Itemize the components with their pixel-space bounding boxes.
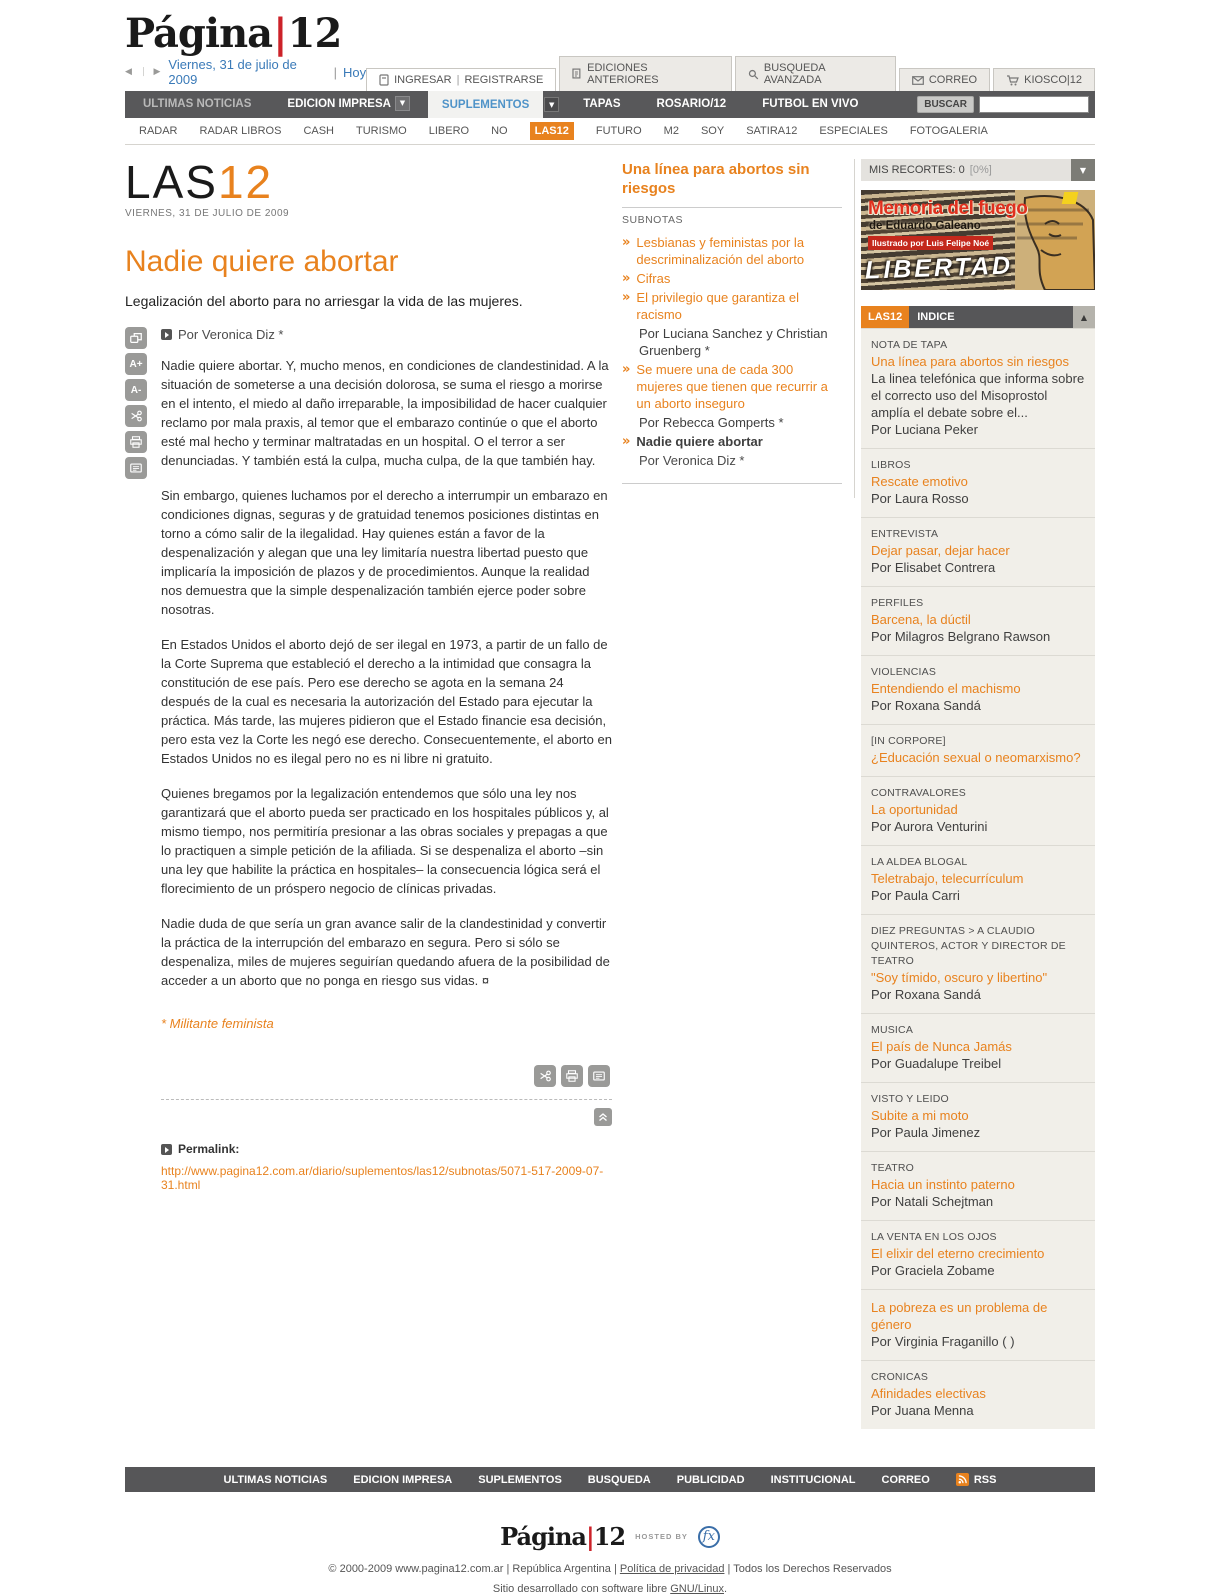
developed-text: Sitio desarrollado con software libre (492, 1583, 671, 1595)
index-section-label: ENTREVISTA (871, 528, 939, 540)
subnav-radar[interactable]: RADAR (139, 125, 178, 137)
user-card-icon (379, 74, 389, 86)
buscar-button[interactable]: BUSCAR (917, 96, 974, 113)
index-section (861, 845, 1095, 914)
index-article-author: Por Juana Menna (871, 1403, 974, 1418)
index-section (861, 1360, 1095, 1429)
memoria-del-fuego-ad[interactable] (861, 190, 1095, 290)
index-section (861, 586, 1095, 655)
header (125, 0, 1095, 145)
permalink-arrow-icon (161, 1144, 172, 1155)
index-article-author: Por Roxana Sandá (871, 698, 981, 713)
index-section-label: MUSICA (871, 1024, 914, 1036)
font-increase-button[interactable]: A+ (125, 353, 147, 375)
index-section (861, 724, 1095, 776)
back-to-top-row (125, 1108, 612, 1126)
index-article-author: Por Aurora Venturini (871, 819, 988, 834)
index-article-author: Por Guadalupe Treibel (871, 1056, 1002, 1071)
footer-brand (125, 1522, 1095, 1551)
cart-icon (1006, 75, 1019, 86)
logo-red-bar: | (273, 10, 287, 57)
index-section (861, 914, 1095, 1013)
article-tools (125, 327, 149, 479)
index-section (861, 328, 1095, 448)
index-article-link[interactable]: El país de Nunca Jamás (871, 1039, 1012, 1054)
article-paragraph: Nadie quiere abortar. Y, mucho menos, en condiciones de clandestinidad. A la situación de someterse a una decisión dolorosa, se suma el riesgo a morirse en el intento, el miedo al daño irreparable, la imposibilidad de hacer cualquier reclamo por mala praxis, al temor que el embarazo continúe o que el aborto esté mal hecho y terminar maltratadas en un hospital. O el terror a ser denunciadas. Y también está la culpa, mucha culpa, de la que también hay. (161, 358, 609, 468)
hosted-by-label: HOSTED BY (635, 1532, 688, 1541)
index-article-link[interactable]: Una línea para abortos sin riesgos (871, 354, 1070, 369)
supplements-navigation (125, 118, 1095, 145)
index-section-label: CONTRAVALORES (871, 787, 966, 799)
subnav-m2[interactable]: M2 (663, 125, 679, 137)
masthead-12: 12 (217, 156, 274, 208)
subnav-cash[interactable]: CASH (303, 125, 334, 137)
gnu-linux-link[interactable]: GNU/Linux (670, 1583, 725, 1595)
index-section (861, 1220, 1095, 1289)
subnotas-list (622, 234, 842, 484)
print-icon[interactable] (125, 431, 147, 453)
index-article-author: Por Laura Rosso (871, 491, 969, 506)
pagina12-logo[interactable] (125, 10, 1095, 57)
permalink-block (161, 1142, 612, 1192)
subnav-libero[interactable]: LIBERO (428, 125, 470, 137)
ediciones-anteriores-tab[interactable] (559, 56, 732, 91)
byline (161, 327, 612, 342)
rights-text: | Todos los Derechos Reservados (724, 1563, 892, 1575)
index-section (861, 1289, 1095, 1360)
article-paragraph: Sin embargo, quienes luchamos por el derecho a interrumpir un embarazo en condiciones dignas, seguras y de gratuidad tenemos posiciones distintas en torno a cómo salir de la ilegalidad. Hay quienes están a favor de la despenalización y alegan que una ley limitaría nuestra libertad puesto que implicaría la imposición de plazos y de procedimientos. Aunque la realidad nos demuestra que la simple despenalización también ejerce poder sobre nosotras. (161, 488, 608, 617)
suplementos-chevron-down-icon[interactable]: ▼ (544, 97, 559, 112)
las12-masthead[interactable] (125, 156, 612, 208)
permalink-label-row (161, 1142, 612, 1156)
index-section (861, 517, 1095, 586)
ad-title: Memoria del fuego (868, 198, 1028, 219)
email-article-icon[interactable] (125, 457, 147, 479)
index-article-author: Por Milagros Belgrano Rawson (871, 629, 1051, 644)
subnota-current-author: Por Veronica Diz * (639, 452, 745, 468)
related-main-title[interactable]: Una línea para abortos sin riesgos (622, 161, 842, 208)
footer-nav-edicion[interactable]: EDICION IMPRESA (353, 1473, 453, 1486)
clip-scissors-icon[interactable] (534, 1065, 556, 1087)
subnota-author: Por Rebecca Gomperts * (639, 414, 784, 430)
index-article-link[interactable]: Rescate emotivo (871, 474, 968, 489)
index-article-author: Por Paula Carri (871, 888, 960, 903)
nav-edicion-impresa[interactable] (269, 91, 428, 118)
index-article-link[interactable]: Entendiendo el machismo (871, 681, 1021, 696)
date-separator: | (333, 64, 337, 80)
subnav-especiales[interactable]: ESPECIALES (819, 125, 888, 137)
footer-navigation (125, 1467, 1095, 1492)
mis-recortes-bar (861, 159, 1095, 181)
index-section-label: VIOLENCIAS (871, 666, 937, 678)
copyright-text: © 2000-2009 www.pagina12.com.ar | República Argentina | (328, 1563, 620, 1575)
article-paragraph: En Estados Unidos el aborto dejó de ser ilegal en 1973, a partir de un fallo de la Corte Suprema que estableció el derecho a la intimidad que consagra la constitución de ese país. Pero ese derecho se agota en la semana 24 después de la cual es necesaria la autorización del Estado para ejecutar la práctica. Más tarde, las mujeres pidieron que el Estado financie esa decisión, pero esta vez la Corte les negó ese derecho. Consecuentemente, el aborto en Estados Unidos no es ilegal pero no es ni libre ni gratuito. (161, 637, 612, 766)
byline-text: Por Veronica Diz * (178, 327, 284, 342)
logo-text-right: 12 (287, 10, 342, 57)
ad-author: de Eduardo Galeano (869, 220, 981, 232)
subnav-las12-active[interactable]: LAS12 (530, 122, 574, 140)
indice-label: INDICE (909, 306, 1073, 328)
kiosco-tab[interactable] (993, 68, 1095, 91)
today-link[interactable]: Hoy (343, 64, 367, 80)
back-to-top-icon[interactable] (594, 1108, 612, 1126)
bullet-icon: » (622, 361, 631, 377)
subnota-item (622, 289, 842, 359)
rss-label: RSS (973, 1473, 997, 1486)
article-paragraphs (161, 356, 612, 990)
envelope-icon (912, 76, 924, 85)
index-section-label: PERFILES (871, 597, 924, 609)
fx-host-logo: fx (698, 1526, 720, 1548)
subnav-no[interactable]: NO (491, 125, 508, 137)
index-article-author: Por Virginia Fraganillo ( ) (871, 1334, 1015, 1349)
article-body (125, 327, 612, 990)
index-section (861, 1013, 1095, 1082)
privacy-policy-link[interactable]: Política de privacidad (619, 1563, 725, 1575)
index-article-link[interactable]: "Soy tímido, oscuro y libertino" (871, 970, 1048, 985)
nav-ultimas-noticias[interactable]: ULTIMAS NOTICIAS (143, 98, 252, 110)
subnota-item (622, 234, 842, 268)
sidebar (861, 159, 1095, 1429)
footer-logo-left: Página (500, 1522, 586, 1551)
registrarse-label: REGISTRARSE (464, 74, 544, 86)
bullet-icon: » (622, 289, 631, 305)
developed-line (125, 1583, 1095, 1595)
date-nav-divider: ❘ (139, 67, 148, 77)
bullet-icon: » (622, 270, 631, 286)
byline-arrow-icon (161, 329, 172, 340)
ad-yellow-flame (1062, 192, 1079, 204)
subnota-link[interactable]: Se muere una de cada 300 mujeres que tienen que recurrir a un aborto inseguro (636, 361, 828, 411)
permalink-label: Permalink: (178, 1142, 240, 1156)
rss-icon (956, 1473, 969, 1486)
index-section-label: DIEZ PREGUNTAS > A CLAUDIO QUINTEROS, ACTOR Y DIRECTOR DE TEATRO (871, 925, 1066, 967)
nav-suplementos-active[interactable]: SUPLEMENTOS (428, 91, 543, 118)
busqueda-avanzada-tab[interactable] (735, 56, 896, 91)
copyright-line (125, 1563, 1095, 1575)
footer-nav-correo[interactable]: CORREO (881, 1473, 930, 1486)
subnav-soy[interactable]: SOY (700, 125, 725, 137)
nav-rosario12[interactable]: ROSARIO/12 (656, 98, 727, 110)
index-article-link[interactable]: Dejar pasar, dejar hacer (871, 543, 1010, 558)
footer-nav-publicidad[interactable]: PUBLICIDAD (676, 1473, 745, 1486)
index-article-link[interactable]: Barcena, la dúctil (871, 612, 971, 627)
article-footnote: * Militante feminista (161, 1016, 274, 1031)
subnota-link[interactable]: El privilegio que garantiza el racismo (636, 289, 800, 322)
dashed-divider (161, 1099, 612, 1100)
article-paragraph: Nadie duda de que sería un gran avance salir de la clandestinidad y convertir la práctica de la interrupción del embarazo en segura. Pero si sólo se despenaliza, miles de mujeres seguirían quedando afuera de la posibilidad de acceder a un aborto que no ponga en riesgo sus vidas. ¤ (161, 916, 610, 988)
footer-logo-bar: | (585, 1522, 594, 1551)
footer-nav-suplementos[interactable]: SUPLEMENTOS (478, 1473, 562, 1486)
permalink-url[interactable]: http://www.pagina12.com.ar/diario/suplementos/las12/subnotas/5071-517-2009-07-31.html (161, 1164, 604, 1192)
logo-text-left: Página (125, 10, 273, 57)
correo-label: CORREO (928, 74, 978, 86)
indice-las12-tag: LAS12 (861, 306, 909, 328)
nav-futbol-en-vivo[interactable]: FUTBOL EN VIVO (762, 98, 859, 110)
open-window-icon[interactable] (125, 327, 147, 349)
article-paragraph: Quienes bregamos por la legalización entendemos que sólo una ley nos garantizará que el aborto pueda ser practicado en los hospitales públicos y, al mismo tiempo, nos permitiría presionar a las obras sociales y prepagas a que lo practiquen a simple petición de la afiliada. Si se despenaliza el aborto –sin una ley que habilite la práctica en hospitales– la consecuencia lógica será el florecimiento de un próspero negocio de clínicas privadas. (161, 786, 609, 896)
index-article-author: Por Natali Schejtman (871, 1194, 994, 1209)
article-share-row (125, 1065, 612, 1087)
footer-nav-rss[interactable] (956, 1473, 997, 1486)
index-article-author: Por Elisabet Contrera (871, 560, 996, 575)
account-tabs (366, 56, 1095, 91)
busqueda-label: BUSQUEDA AVANZADA (763, 62, 826, 86)
subnota-item (622, 361, 842, 431)
subnota-link[interactable]: Cifras (636, 270, 671, 286)
index-article-link[interactable]: La oportunidad (871, 802, 958, 817)
subnav-futuro[interactable]: FUTURO (595, 125, 642, 137)
main-navigation (125, 91, 1095, 118)
bullet-icon: » (622, 433, 631, 449)
index-article-author: Por Roxana Sandá (871, 987, 981, 1002)
index-article-author: Por Luciana Peker (871, 422, 978, 437)
index-section-label: TEATRO (871, 1162, 915, 1174)
index-section-label: LA ALDEA BLOGAL (871, 856, 968, 868)
index-section (861, 776, 1095, 845)
article-subtitle: Legalización del aborto para no arriesgar la vida de las mujeres. (125, 293, 523, 309)
index-section-list (861, 328, 1095, 1429)
nav-tapas[interactable]: TAPAS (583, 98, 621, 110)
index-article-author: Por Graciela Zobame (871, 1263, 995, 1278)
login-tab[interactable] (366, 68, 556, 91)
index-section-label: VISTO Y LEIDO (871, 1093, 949, 1105)
recortes-chevron-down-icon[interactable]: ▼ (1071, 159, 1095, 181)
masthead-date: VIERNES, 31 DE JULIO DE 2009 (125, 208, 290, 219)
indice-header-bar (861, 306, 1095, 328)
index-article-link[interactable]: ¿Educación sexual o neomarxismo? (871, 750, 1081, 765)
ad-caption-libertad: LIBERTAD (864, 251, 1014, 285)
clip-scissors-icon[interactable] (125, 405, 147, 427)
subnav-fotogaleria[interactable]: FOTOGALERIA (909, 125, 988, 137)
developed-period: . (724, 1583, 728, 1595)
index-section (861, 655, 1095, 724)
font-decrease-button[interactable]: A- (125, 379, 147, 401)
related-column (620, 159, 855, 1429)
print-icon[interactable] (561, 1065, 583, 1087)
index-article-link[interactable]: El elixir del eterno crecimiento (871, 1246, 1045, 1261)
pages-icon (572, 68, 582, 80)
subnota-link[interactable]: Lesbianas y feministas por la descriminalización del aborto (636, 234, 805, 267)
index-section-label: NOTA DE TAPA (871, 339, 948, 351)
masthead-las: LAS (125, 156, 218, 208)
ad-illustrator: Ilustrado por Luis Felipe Noé (868, 236, 993, 250)
index-section (861, 1082, 1095, 1151)
ediciones-label: EDICIONES ANTERIORES (587, 62, 659, 86)
search-icon (748, 69, 759, 80)
bullet-icon: » (622, 234, 631, 250)
date-navigation (125, 57, 366, 91)
footer-nav-ultimas[interactable]: ULTIMAS NOTICIAS (223, 1473, 328, 1486)
indice-collapse-icon[interactable]: ▲ (1073, 306, 1095, 328)
footer-logo-right: 12 (593, 1522, 626, 1551)
prev-day-icon[interactable]: ◀ (125, 67, 134, 77)
subnota-item-current (622, 433, 842, 469)
subnotas-label: SUBNOTAS (622, 213, 683, 226)
index-section (861, 448, 1095, 517)
tab-separator: | (456, 74, 460, 86)
mis-recortes-percent: [0%] (969, 164, 992, 176)
index-section-label: LA VENTA EN LOS OJOS (871, 1231, 997, 1243)
index-section-label: CRONICAS (871, 1371, 929, 1383)
index-section-label: LIBROS (871, 459, 911, 471)
index-section (861, 1151, 1095, 1220)
footer-nav-institucional[interactable]: INSTITUCIONAL (770, 1473, 856, 1486)
index-article-link[interactable]: Hacia un instinto paterno (871, 1177, 1015, 1192)
ingresar-label: INGRESAR (394, 74, 452, 86)
email-article-icon[interactable] (588, 1065, 610, 1087)
index-article-desc: La linea telefónica que informa sobre el correcto uso del Misoprostol amplía el debate sobre el... (871, 371, 1085, 420)
article-title: Nadie quiere abortar (125, 245, 399, 278)
footer-nav-busqueda[interactable]: BUSQUEDA (587, 1473, 651, 1486)
subnota-current-title: Nadie quiere abortar (636, 433, 763, 449)
edicion-chevron-down-icon[interactable]: ▼ (395, 96, 410, 111)
subnav-radar-libros[interactable]: RADAR LIBROS (199, 125, 282, 137)
subnav-turismo[interactable]: TURISMO (356, 125, 407, 137)
footer-pagina12-logo[interactable] (500, 1522, 625, 1551)
subnav-satira12[interactable]: SATIRA12 (746, 125, 798, 137)
mis-recortes-label: MIS RECORTES: 0 (869, 164, 965, 176)
kiosco-label: KIOSCO|12 (1024, 74, 1082, 86)
index-article-author: Por Paula Jimenez (871, 1125, 981, 1140)
index-article-link[interactable]: La pobreza es un problema de género (871, 1300, 1048, 1332)
index-article-link[interactable]: Teletrabajo, telecurrículum (871, 871, 1024, 886)
article-column (125, 156, 612, 1429)
next-day-icon[interactable]: ▶ (153, 67, 163, 77)
subnota-item (622, 270, 842, 287)
search-input[interactable] (979, 96, 1089, 113)
edicion-impresa-label: EDICION IMPRESA (287, 98, 391, 110)
index-article-link[interactable]: Afinidades electivas (871, 1386, 986, 1401)
index-article-link[interactable]: Subite a mi moto (871, 1108, 969, 1123)
correo-tab[interactable] (899, 68, 990, 91)
index-section-label: [IN CORPORE] (871, 735, 946, 747)
edition-date-link[interactable]: Viernes, 31 de julio de 2009 (168, 57, 297, 87)
subnota-author: Por Luciana Sanchez y Christian Gruenberg * (639, 325, 828, 358)
